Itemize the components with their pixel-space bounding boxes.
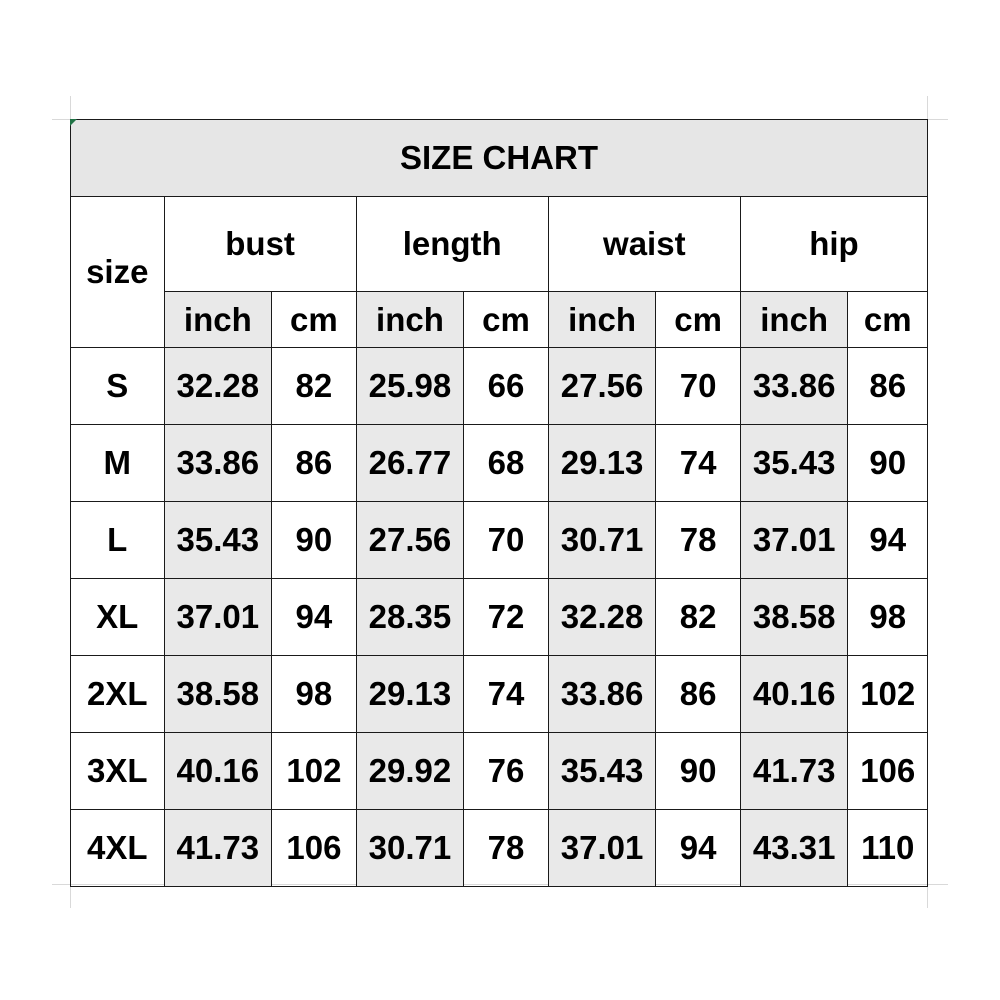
table-row bbox=[71, 810, 928, 887]
size-chart-table bbox=[70, 119, 928, 887]
value-cell-bust-inch: 37.01 bbox=[164, 579, 272, 656]
value-cell-length-cm: 68 bbox=[464, 425, 548, 502]
size-column-header: size bbox=[71, 197, 165, 348]
value-cell-waist-cm: 82 bbox=[656, 579, 740, 656]
size-label-cell: 4XL bbox=[71, 810, 165, 887]
title-row bbox=[71, 120, 928, 197]
value-cell-length-cm: 72 bbox=[464, 579, 548, 656]
size-label-cell: 3XL bbox=[71, 733, 165, 810]
value-cell-hip-cm: 102 bbox=[848, 656, 928, 733]
value-cell-length-inch: 25.98 bbox=[356, 348, 464, 425]
value-cell-hip-inch: 43.31 bbox=[740, 810, 848, 887]
unit-header-cm: cm bbox=[656, 292, 740, 348]
value-cell-bust-inch: 32.28 bbox=[164, 348, 272, 425]
value-cell-waist-cm: 74 bbox=[656, 425, 740, 502]
size-label-cell: XL bbox=[71, 579, 165, 656]
value-cell-length-cm: 78 bbox=[464, 810, 548, 887]
table-row bbox=[71, 425, 928, 502]
value-cell-bust-cm: 106 bbox=[272, 810, 356, 887]
unit-header-inch: inch bbox=[164, 292, 272, 348]
value-cell-hip-cm: 110 bbox=[848, 810, 928, 887]
chart-title: SIZE CHART bbox=[71, 120, 928, 197]
value-cell-hip-cm: 98 bbox=[848, 579, 928, 656]
value-cell-length-inch: 29.92 bbox=[356, 733, 464, 810]
value-cell-waist-cm: 70 bbox=[656, 348, 740, 425]
size-label-cell: S bbox=[71, 348, 165, 425]
value-cell-length-cm: 70 bbox=[464, 502, 548, 579]
unit-header-row bbox=[71, 292, 928, 348]
value-cell-bust-cm: 90 bbox=[272, 502, 356, 579]
table-row bbox=[71, 348, 928, 425]
unit-header-cm: cm bbox=[464, 292, 548, 348]
value-cell-hip-inch: 38.58 bbox=[740, 579, 848, 656]
value-cell-waist-inch: 33.86 bbox=[548, 656, 656, 733]
value-cell-length-inch: 29.13 bbox=[356, 656, 464, 733]
sheet-selection-corner bbox=[70, 119, 77, 126]
value-cell-bust-cm: 102 bbox=[272, 733, 356, 810]
value-cell-waist-inch: 30.71 bbox=[548, 502, 656, 579]
table-row bbox=[71, 502, 928, 579]
value-cell-hip-inch: 40.16 bbox=[740, 656, 848, 733]
group-header-hip: hip bbox=[740, 197, 927, 292]
value-cell-waist-inch: 37.01 bbox=[548, 810, 656, 887]
value-cell-waist-cm: 78 bbox=[656, 502, 740, 579]
value-cell-waist-inch: 35.43 bbox=[548, 733, 656, 810]
value-cell-length-cm: 76 bbox=[464, 733, 548, 810]
value-cell-waist-cm: 94 bbox=[656, 810, 740, 887]
value-cell-bust-inch: 33.86 bbox=[164, 425, 272, 502]
value-cell-length-cm: 74 bbox=[464, 656, 548, 733]
value-cell-hip-inch: 33.86 bbox=[740, 348, 848, 425]
unit-header-inch: inch bbox=[548, 292, 656, 348]
table-row bbox=[71, 656, 928, 733]
value-cell-length-inch: 28.35 bbox=[356, 579, 464, 656]
size-label-cell: 2XL bbox=[71, 656, 165, 733]
size-label-cell: L bbox=[71, 502, 165, 579]
group-header-length: length bbox=[356, 197, 548, 292]
value-cell-hip-inch: 41.73 bbox=[740, 733, 848, 810]
value-cell-bust-inch: 38.58 bbox=[164, 656, 272, 733]
value-cell-length-inch: 30.71 bbox=[356, 810, 464, 887]
unit-header-inch: inch bbox=[356, 292, 464, 348]
value-cell-bust-cm: 86 bbox=[272, 425, 356, 502]
value-cell-bust-inch: 35.43 bbox=[164, 502, 272, 579]
value-cell-bust-cm: 82 bbox=[272, 348, 356, 425]
table-row bbox=[71, 579, 928, 656]
value-cell-hip-cm: 90 bbox=[848, 425, 928, 502]
value-cell-waist-cm: 90 bbox=[656, 733, 740, 810]
group-header-row bbox=[71, 197, 928, 292]
value-cell-length-inch: 27.56 bbox=[356, 502, 464, 579]
value-cell-length-cm: 66 bbox=[464, 348, 548, 425]
value-cell-waist-inch: 32.28 bbox=[548, 579, 656, 656]
value-cell-hip-inch: 35.43 bbox=[740, 425, 848, 502]
size-label-cell: M bbox=[71, 425, 165, 502]
value-cell-bust-cm: 94 bbox=[272, 579, 356, 656]
value-cell-bust-inch: 40.16 bbox=[164, 733, 272, 810]
value-cell-hip-cm: 86 bbox=[848, 348, 928, 425]
unit-header-cm: cm bbox=[272, 292, 356, 348]
value-cell-length-inch: 26.77 bbox=[356, 425, 464, 502]
value-cell-bust-inch: 41.73 bbox=[164, 810, 272, 887]
value-cell-waist-inch: 27.56 bbox=[548, 348, 656, 425]
group-header-waist: waist bbox=[548, 197, 740, 292]
value-cell-waist-cm: 86 bbox=[656, 656, 740, 733]
value-cell-bust-cm: 98 bbox=[272, 656, 356, 733]
unit-header-cm: cm bbox=[848, 292, 928, 348]
table-row bbox=[71, 733, 928, 810]
value-cell-hip-cm: 106 bbox=[848, 733, 928, 810]
unit-header-inch: inch bbox=[740, 292, 848, 348]
value-cell-hip-cm: 94 bbox=[848, 502, 928, 579]
group-header-bust: bust bbox=[164, 197, 356, 292]
value-cell-hip-inch: 37.01 bbox=[740, 502, 848, 579]
value-cell-waist-inch: 29.13 bbox=[548, 425, 656, 502]
